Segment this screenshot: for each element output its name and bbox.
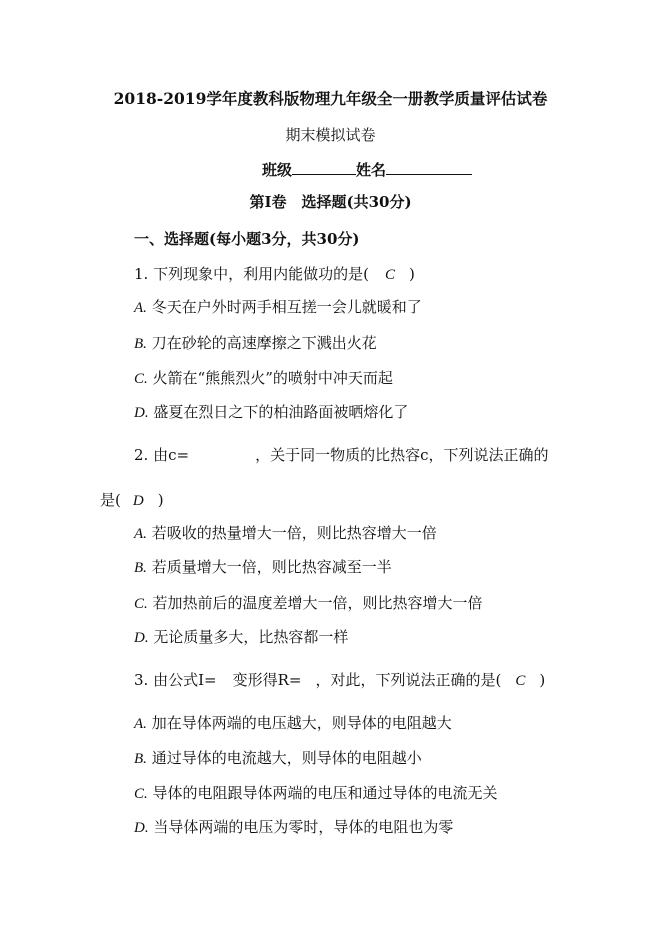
question-2-option-d: D. 无论质量多大，比热容都一样 [134, 628, 349, 646]
question-1-option-b: B. 刀在砂轮的高速摩擦之下溅出火花 [134, 334, 377, 352]
question-1-stem: 1. 下列现象中，利用内能做功的是( C ) [134, 265, 415, 283]
question-3-option-b: B. 通过导体的电流越大，则导体的电阻越小 [134, 749, 422, 767]
question-3-option-c: C. 导体的电阻跟导体两端的电压和通过导体的电流无关 [134, 784, 498, 802]
question-1-option-c: C. 火箭在“熊熊烈火”的喷射中冲天而起 [134, 369, 393, 387]
student-info-line [262, 158, 472, 180]
question-1-option-d: D. 盛夏在烈日之下的柏油路面被晒熔化了 [134, 403, 409, 421]
question-3-option-a: A. 加在导体两端的电压越大，则导体的电阻越大 [134, 714, 452, 732]
question-2-option-c: C. 若加热前后的温度差增大一倍，则比热容增大一倍 [134, 594, 483, 612]
question-3-answer: C [515, 673, 526, 689]
question-3-stem: 3. 由公式I= 变形得R= ，对此，下列说法正确的是( C ) [134, 671, 546, 689]
name-label: 姓名 [356, 161, 387, 179]
question-2-answer: D [132, 493, 144, 509]
question-1-answer: C [384, 267, 395, 283]
class-blank[interactable] [292, 158, 356, 175]
question-2-option-b: B. 若质量增大一倍，则比热容减至一半 [134, 558, 392, 576]
name-blank[interactable] [386, 158, 472, 175]
question-2-stem: 2. 由c= ，关于同一物质的比热容c，下列说法正确的 [134, 446, 549, 464]
exam-title: 2018-2019学年度教科版物理九年级全一册教学质量评估试卷 [113, 89, 548, 108]
question-2-option-a: A. 若吸收的热量增大一倍，则比热容增大一倍 [134, 524, 437, 542]
question-3-option-d: D. 当导体两端的电压为零时，导体的电阻也为零 [134, 818, 454, 836]
question-2-stem-cont: 是( D ) [100, 491, 164, 509]
part-label: 第Ⅰ卷 选择题(共30分) [249, 193, 412, 211]
class-label: 班级 [262, 161, 293, 179]
question-1-option-a: A. 冬天在户外时两手相互搓一会儿就暖和了 [134, 298, 422, 316]
section-title: 一、选择题(每小题3分，共30分) [134, 230, 360, 248]
exam-subtitle: 期末模拟试卷 [285, 126, 376, 144]
